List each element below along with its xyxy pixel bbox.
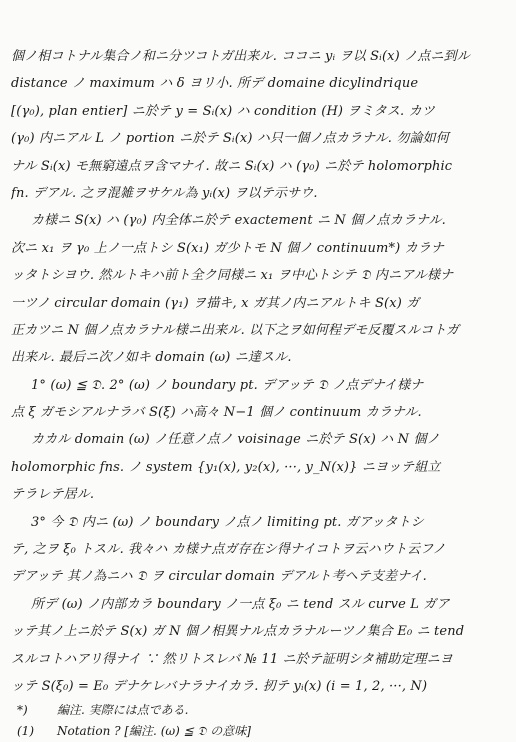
text-line: スルコトハアリ得ナイ ∵ 然リトスレバ № 11 ニ於テ証明シタ補助定理ニヨ	[11, 651, 453, 667]
text-line: ッテ S(ξ₀) = E₀ デナケレバナラナイカラ. 扨テ yᵢ(x) (i = 1, 2, ···, N)	[11, 678, 428, 694]
text-line: 一ツノ circular domain (γ₁) ヲ描キ, x ガ其ノ内ニアルトキ S(x) ガ	[11, 295, 420, 311]
text-line: デアッテ 其ノ為ニハ 𝔇 ヲ circular domain デアルト考ヘテ支差ナイ.	[11, 569, 427, 585]
text-line: 正カツニ N 個ノ点カラナル様ニ出来ル. 以下之ヲ如何程デモ反覆スルコトガ	[11, 322, 460, 338]
text-line: [(γ₀), plan entier] ニ於テ y = Sᵢ(x) ハ condition (H) ヲミタス. カツ	[11, 103, 435, 119]
text-line: 3° 今 𝔇 内ニ (ω) ノ boundary ノ点ノ limiting pt. ガアッタトシ	[31, 514, 424, 530]
footnote-text: Notation ? [編注. (ω) ≦ 𝔇 の意味]	[57, 724, 251, 739]
text-line: ッタトシヨウ. 然ルトキハ前ト全ク同様ニ x₁ ヲ中心トシテ 𝔇 内ニアル様ナ	[11, 268, 454, 284]
footnote	[11, 721, 508, 742]
text-line: ッテ其ノ上ニ於テ S(x) ガ N 個ノ相異ナル点カラナルーツノ集合 E₀ ニ tend	[11, 624, 465, 640]
text-line: fn. デアル. 之ヲ混雑ヲサケル為 yᵢ(x) ヲ以テ示サウ.	[11, 185, 318, 201]
footnote-mark: *)	[17, 703, 28, 718]
manuscript-body	[11, 43, 508, 700]
text-line: distance ノ maximum ハ δ ヨリ小. 所デ domaine dicylindrique	[11, 76, 419, 92]
text-line: (γ₀) 内ニアル L ノ portion ニ於テ Sᵢ(x) ハ只一個ノ点カラナル. 勿論如何	[11, 131, 449, 147]
footnote-text: 編注. 実際には点である.	[57, 703, 189, 718]
text-line: holomorphic fns. ノ system {y₁(x), y₂(x), ···, y_N(x)} ニヨッテ組立	[11, 459, 441, 475]
text-line: カカル domain (ω) ノ任意ノ点ノ voisinage ニ於テ S(x) ハ N 個ノ	[31, 432, 440, 448]
footnote	[11, 700, 508, 721]
text-line: カ様ニ S(x) ハ (γ₀) 内全体ニ於テ exactement ニ N 個ノ点カラナル.	[31, 213, 446, 229]
footnote-mark: (1)	[17, 724, 34, 739]
text-line: 1° (ω) ≦ 𝔇. 2° (ω) ノ boundary pt. デアッテ 𝔇 ノ点デナイ様ナ	[31, 377, 424, 393]
text-line: 所デ (ω) ノ内部カラ boundary ノ一点 ξ₀ ニ tend スル curve L ガア	[31, 596, 450, 612]
text-line: 出来ル. 最后ニ次ノ如キ domain (ω) ニ達スル.	[11, 350, 292, 366]
footnotes	[11, 700, 508, 742]
text-line: 点 ξ ガモシアルナラバ S(ξ) ハ高々 N−1 個ノ continuum カラナル.	[11, 405, 422, 421]
text-line: ナル Sᵢ(x) モ無窮遠点ヲ含マナイ. 故ニ Sᵢ(x) ハ (γ₀) ニ於テ holomorphic	[11, 158, 453, 174]
text-line: テラレテ居ル.	[11, 487, 95, 503]
text-line: 個ノ相コトナル集合ノ和ニ分ツコトガ出来ル. ココニ yᵢ ヲ以 Sᵢ(x) ノ点ニ到ル	[11, 49, 470, 64]
text-line: テ, 之ヲ ξ₀ トスル. 我々ハ カ様ナ点ガ存在シ得ナイコトヲ云ハウト云フノ	[11, 542, 446, 558]
text-line: 次ニ x₁ ヲ γ₀ 上ノ一点トシ S(x₁) ガ少トモ N 個ノ continuum*) カラナ	[11, 240, 445, 256]
